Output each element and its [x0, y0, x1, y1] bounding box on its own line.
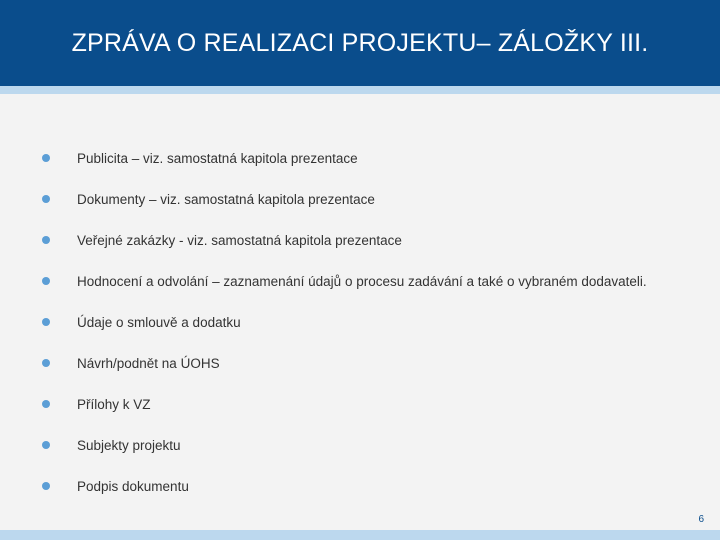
bullet-text: Hodnocení a odvolání – zaznamenání údajů o procesu zadávání a také o vybraném dodavateli.	[77, 274, 647, 289]
bullet-dot-icon	[42, 482, 50, 490]
title-bar	[0, 0, 720, 86]
bullet-item	[0, 221, 720, 262]
bullet-dot-icon	[42, 236, 50, 244]
bullet-text: Subjekty projektu	[77, 438, 181, 453]
bullet-item	[0, 139, 720, 180]
bullet-item	[0, 262, 720, 303]
bullet-dot-icon	[42, 318, 50, 326]
bullet-item	[0, 467, 720, 508]
bullet-item	[0, 385, 720, 426]
bullet-dot-icon	[42, 359, 50, 367]
bullet-item	[0, 426, 720, 467]
footer-bar	[0, 530, 720, 540]
bullet-text: Podpis dokumentu	[77, 479, 189, 494]
title-accent-stripe	[0, 86, 720, 94]
bullet-text: Údaje o smlouvě a dodatku	[77, 315, 241, 330]
slide-title: ZPRÁVA O REALIZACI PROJEKTU– ZÁLOŽKY III.	[71, 29, 649, 57]
bullet-text: Návrh/podnět na ÚOHS	[77, 356, 220, 371]
bullet-dot-icon	[42, 400, 50, 408]
bullet-text: Veřejné zakázky - viz. samostatná kapitola prezentace	[77, 233, 402, 248]
bullet-dot-icon	[42, 154, 50, 162]
page-number: 6	[698, 514, 704, 525]
bullet-text: Dokumenty – viz. samostatná kapitola prezentace	[77, 192, 375, 207]
bullet-item	[0, 303, 720, 344]
bullet-item	[0, 344, 720, 385]
bullet-text: Publicita – viz. samostatná kapitola prezentace	[77, 151, 358, 166]
bullet-text: Přílohy k VZ	[77, 397, 151, 412]
bullet-item	[0, 180, 720, 221]
bullet-list	[0, 139, 720, 508]
bullet-dot-icon	[42, 195, 50, 203]
bullet-dot-icon	[42, 441, 50, 449]
bullet-dot-icon	[42, 277, 50, 285]
